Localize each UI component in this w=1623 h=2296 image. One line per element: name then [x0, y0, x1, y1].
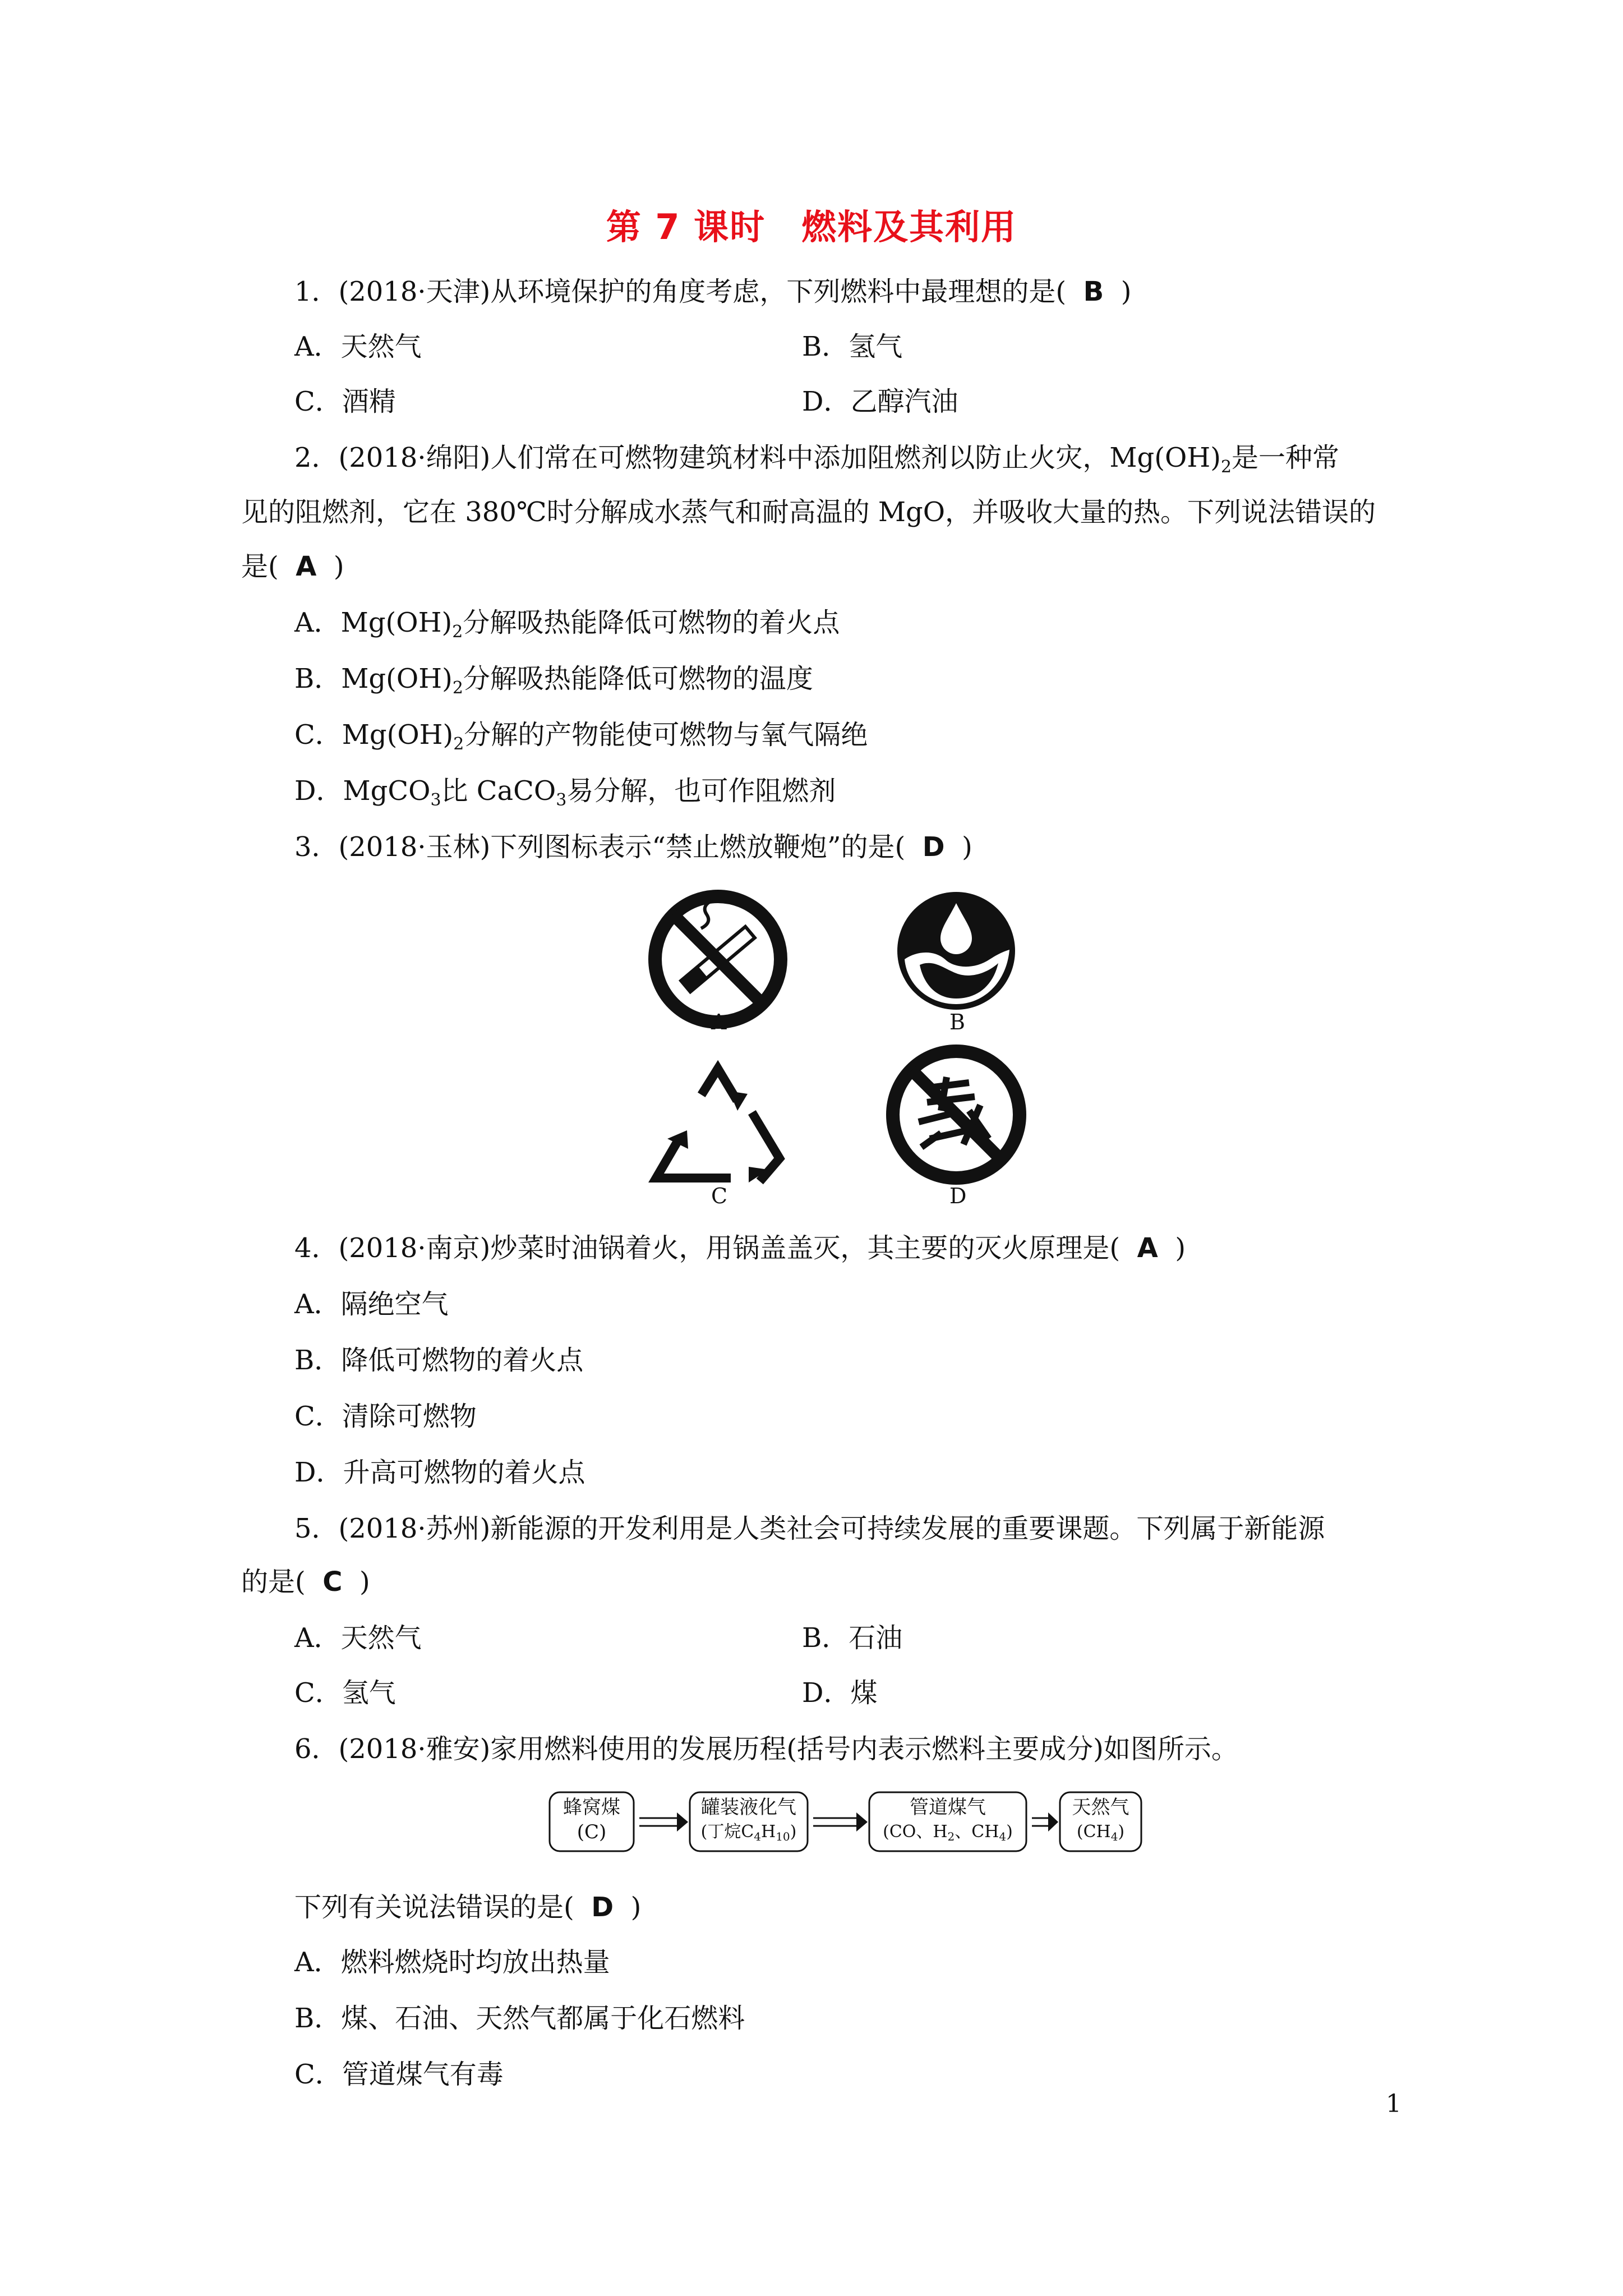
question-2-option-c: C．$Mg(OH)_2$分解的产物能使可燃物与氧气隔绝 — [294, 719, 868, 754]
question-2-stem-line-1: 2．(2018·绵阳)人们常在可燃物建筑材料中添加阻燃剂以防止火灾，$Mg(OH)_2$是一种常 — [294, 442, 1340, 477]
no-smoking-icon — [648, 889, 788, 1029]
flow-box-pipeline-gas — [869, 1795, 1026, 1849]
question-2-option-b: B．$Mg(OH)_2$分解吸热能降低可燃物的温度 — [294, 663, 813, 698]
question-2-answer: A — [296, 551, 317, 582]
question-6-option-a: A．燃料燃烧时均放出热量 — [294, 1947, 610, 1978]
question-5-answer: C — [322, 1566, 343, 1598]
flow-box-honeycomb-coal — [550, 1795, 634, 1844]
question-5-option-c: C．氢气 — [294, 1677, 396, 1709]
recycle-icon — [648, 1060, 788, 1189]
flow-box-3-formula: (CO、$H_2$、$CH_4$) — [883, 1822, 1013, 1843]
water-drop-emblem-icon — [895, 889, 1018, 1013]
no-firecrackers-icon — [885, 1043, 1028, 1186]
flow-box-1-name: 蜂窝煤 — [563, 1796, 620, 1819]
question-2-option-d: D．MgCO$_3$比 CaCO$_3$易分解，也可作阻燃剂 — [294, 775, 836, 810]
question-1-option-d: D．乙醇汽油 — [802, 386, 958, 417]
question-4-option-d: D．升高可燃物的着火点 — [294, 1457, 585, 1488]
question-5-option-d: D．煤 — [802, 1677, 878, 1709]
question-3-answer: D — [922, 831, 945, 863]
question-4-option-b: B．降低可燃物的着火点 — [294, 1345, 584, 1376]
question-5-stem-line-2: 的是( C ) — [241, 1566, 370, 1598]
question-1-stem: 1．(2018·天津)从环境保护的角度考虑，下列燃料中最理想的是( B ) — [294, 276, 1132, 307]
question-6-stem: 6．(2018·雅安)家用燃料使用的发展历程(括号内表示燃料主要成分)如图所示。 — [294, 1733, 1238, 1765]
flow-box-2-name: 罐装液化气 — [701, 1796, 796, 1819]
question-6-option-c: C．管道煤气有毒 — [294, 2059, 504, 2090]
flow-box-4-formula: $(CH_4)$ — [1076, 1822, 1125, 1843]
fuel-history-flow-diagram — [547, 1787, 1144, 1857]
question-6-option-b: B．煤、石油、天然气都属于化石燃料 — [294, 2003, 745, 2034]
flow-box-2-formula: (丁烷$C_4H_{10}$) — [700, 1822, 797, 1843]
flow-box-liquefied-gas — [690, 1795, 808, 1849]
question-1-answer: B — [1083, 276, 1104, 307]
question-6-answer: D — [591, 1892, 614, 1923]
question-4-stem: 4．(2018·南京)炒菜时油锅着火，用锅盖盖灭，其主要的灭火原理是( A ) — [294, 1232, 1186, 1264]
question-5-stem-line-1: 5．(2018·苏州)新能源的开发利用是人类社会可持续发展的重要课题。下列属于新能源 — [294, 1513, 1325, 1544]
flow-box-1-formula: (C) — [577, 1821, 607, 1843]
question-5-option-b: B．石油 — [802, 1622, 903, 1654]
page-title: 第 7 课时 燃料及其利用 — [606, 206, 1017, 247]
flow-box-natural-gas — [1060, 1795, 1141, 1849]
question-5-option-a: A．天然气 — [294, 1622, 422, 1654]
question-6-question: 下列有关说法错误的是( D ) — [294, 1892, 642, 1923]
question-4-option-a: A．隔绝空气 — [294, 1289, 449, 1320]
question-1-option-b: B．氢气 — [802, 331, 903, 362]
question-2-stem-line-2: 见的阻燃剂，它在 380℃时分解成水蒸气和耐高温的 MgO，并吸收大量的热。下列说法错误的 — [241, 496, 1376, 528]
icon-label-c: C — [711, 1184, 728, 1208]
icon-label-a: A — [711, 1010, 727, 1034]
icon-label-d: D — [949, 1184, 967, 1208]
question-1-option-a: A．天然气 — [294, 331, 422, 362]
question-4-answer: A — [1137, 1232, 1158, 1264]
page-number: 1 — [1386, 2090, 1401, 2118]
flow-box-3-name: 管道煤气 — [910, 1796, 986, 1819]
icon-label-b: B — [949, 1010, 965, 1034]
question-3-stem: 3．(2018·玉林)下列图标表示“禁止燃放鞭炮”的是( D ) — [294, 831, 972, 863]
question-1-option-c: C．酒精 — [294, 386, 396, 417]
question-2-stem-line-3: 是( A ) — [241, 551, 344, 582]
flow-box-4-name: 天然气 — [1072, 1796, 1129, 1819]
question-2-option-a: A．$Mg(OH)_2$分解吸热能降低可燃物的着火点 — [294, 607, 840, 642]
question-4-option-c: C．清除可燃物 — [294, 1401, 477, 1432]
